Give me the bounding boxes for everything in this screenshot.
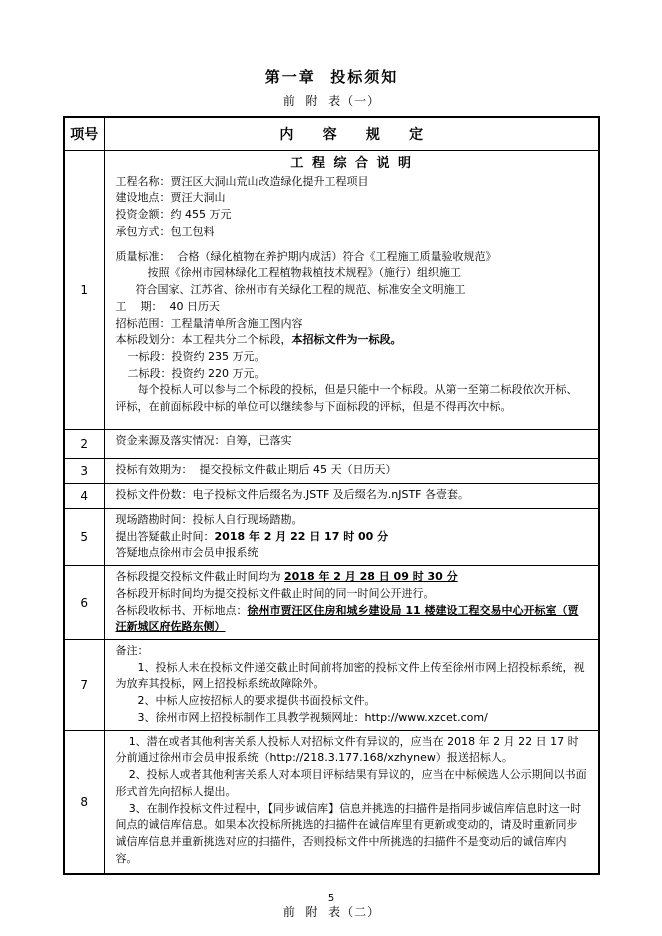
row8-item-no: 8 (64, 730, 104, 874)
table-row-3 (64, 459, 599, 484)
row2-content (104, 430, 599, 459)
row3-item-no: 3 (64, 459, 104, 484)
remarks-item-3: 3、徐州市网上招投标制作工具教学视频网址：http://www.xzcet.com/ (137, 710, 488, 724)
row2-item-no: 2 (64, 430, 104, 459)
quality-standard-line1: 质量标准： 合格（绿化植物在养护期内成活）符合《工程施工质量验收规范》 (115, 249, 497, 263)
quality-standard-line2: 按照《徐州市园林绿化工程植物栽植技术规程》（施行）组织施工 (147, 266, 461, 280)
table-row-4 (64, 484, 599, 509)
bid-document-copies: 投标文件份数：电子投标文件后缀名为.JSTF 及后缀名为.nJSTF 各壹套。 (115, 488, 470, 501)
lot-division-highlight: 本招标文件为一标段。 (291, 333, 402, 347)
table-row-5 (64, 509, 599, 566)
bid-validity-period: 投标有效期为： 提交投标文件截止期后 45 天（日历天） (115, 463, 397, 476)
bid-opening-place-value: 徐州市贾汪区住房和城乡建设局 11 楼建设工程交易中心开标室（贾汪新城区府佐路东侧） (115, 603, 579, 634)
table-row-2 (64, 430, 599, 459)
submit-deadline-line (116, 569, 589, 586)
table-row-6 (64, 566, 599, 640)
participation-note: 每个投标人可以参与二个标段的投标，但是只能中一个标段。从第一至第二标段依次开标、评标，在前面标段中标的单位可以继续参与下面标段的评标，但是不得再次中标。 (115, 383, 578, 414)
qa-deadline-label: 提出答疑截止时间： (115, 529, 215, 543)
lot-division-line (116, 332, 589, 349)
row8-content (104, 730, 599, 874)
table-one-caption: 前 附 表（一） (282, 94, 381, 108)
site-visit-time: 现场踏勘时间：投标人自行现场踏勘。 (115, 513, 303, 526)
row1-item-no: 1 (64, 151, 104, 430)
table-row-7 (64, 640, 599, 731)
bid-opening-time-note: 各标段开标时间均为提交投标文件截止时间的同一时间公开进行。 (115, 586, 435, 600)
lot1-info: 一标段：投资约 235 万元。 (127, 349, 266, 363)
row4-item-no: 4 (64, 484, 104, 509)
submit-deadline-prefix: 各标段提交投标文件截止时间均为 (115, 570, 284, 584)
project-summary-title: 工 程 综 合 说 明 (290, 156, 414, 171)
objection-item-1: 1、潜在或者其他利害关系人投标人对招标文件有异议的，应当在 2018 年 2 月 22 日 17 时分前通过徐州市会员申报系统（http://218.3.177.168/xzhynew）报送招标人。 (115, 734, 579, 765)
contracting-mode: 承包方式：包工包料 (115, 224, 215, 238)
row3-content (104, 459, 599, 484)
row5-content (104, 509, 599, 566)
project-name: 工程名称：贾汪区大洞山荒山改造绿化提升工程项目 (115, 174, 369, 188)
row1-content (104, 151, 599, 430)
table-row-8 (64, 730, 599, 874)
col-header-content: 内 容 规 定 (104, 117, 599, 151)
row5-item-no: 5 (64, 509, 104, 566)
build-location: 建设地点：贾汪大洞山 (115, 191, 226, 205)
table-header-row (64, 117, 599, 151)
objection-item-3: 3、在制作投标文件过程中，【同步诚信库】信息并挑选的扫描件是指同步诚信库信息时这一时间点的诚信库信息。如果本次投标所挑选的扫描件在诚信库里有更新或变动的，请及时重新同步诚信库信息并重新挑选对应的扫描件，否则投标文件中所挑选的扫描件不是变动后的诚信库内容。 (115, 801, 582, 865)
remarks-item-1: 1、投标人未在投标文件递交截止时间前将加密的投标文件上传至徐州市网上招投标系统，视为放弃其投标，网上招投标系统故障除外。 (115, 660, 585, 691)
objection-item-2: 2、投标人或者其他利害关系人对本项目评标结果有异议的，应当在中标候选人公示期间以书面形式首先向招标人提出。 (115, 768, 587, 798)
lot2-info: 二标段：投资约 220 万元。 (127, 366, 266, 380)
row7-item-no: 7 (64, 640, 104, 731)
remarks-item-2: 2、中标人应按招标人的要求提供书面投标文件。 (137, 694, 376, 708)
bid-opening-place-label: 各标段收标书、开标地点： (115, 603, 248, 617)
construction-period: 工 期： 40 日历天 (115, 299, 220, 313)
submit-deadline-value: 2018 年 2 月 28 日 09 时 30 分 (284, 570, 458, 584)
qa-deadline-value: 2018 年 2 月 22 日 17 时 00 分 (214, 529, 389, 543)
row7-content (104, 640, 599, 731)
row4-content (104, 484, 599, 509)
funding-source: 资金来源及落实情况：自筹，已落实 (115, 434, 292, 447)
qa-deadline-line (116, 529, 589, 546)
lot-division-prefix: 本标段划分：本工程共分二个标段， (115, 333, 292, 347)
remarks-title: 备注： (115, 644, 149, 658)
investment-amount: 投资金额：约 455 万元 (115, 208, 232, 222)
col-header-item-no: 项号 (64, 117, 104, 151)
table-row-1 (64, 151, 599, 430)
table-two-caption: 前 附 表（二） (282, 904, 381, 919)
qa-location: 答疑地点徐州市会员申报系统 (115, 546, 259, 560)
row6-item-no: 6 (64, 566, 104, 640)
chapter-title: 第一章 投标须知 (264, 68, 399, 86)
row6-content (104, 566, 599, 640)
quality-standard-line3: 符合国家、江苏省、徐州市有关绿化工程的规范、标准安全文明施工 (135, 283, 466, 297)
tender-scope: 招标范围：工程量清单所含施工图内容 (115, 316, 303, 330)
bid-opening-place-line (116, 603, 589, 636)
page-number: 5 (327, 893, 335, 904)
bid-notice-table (63, 116, 600, 875)
